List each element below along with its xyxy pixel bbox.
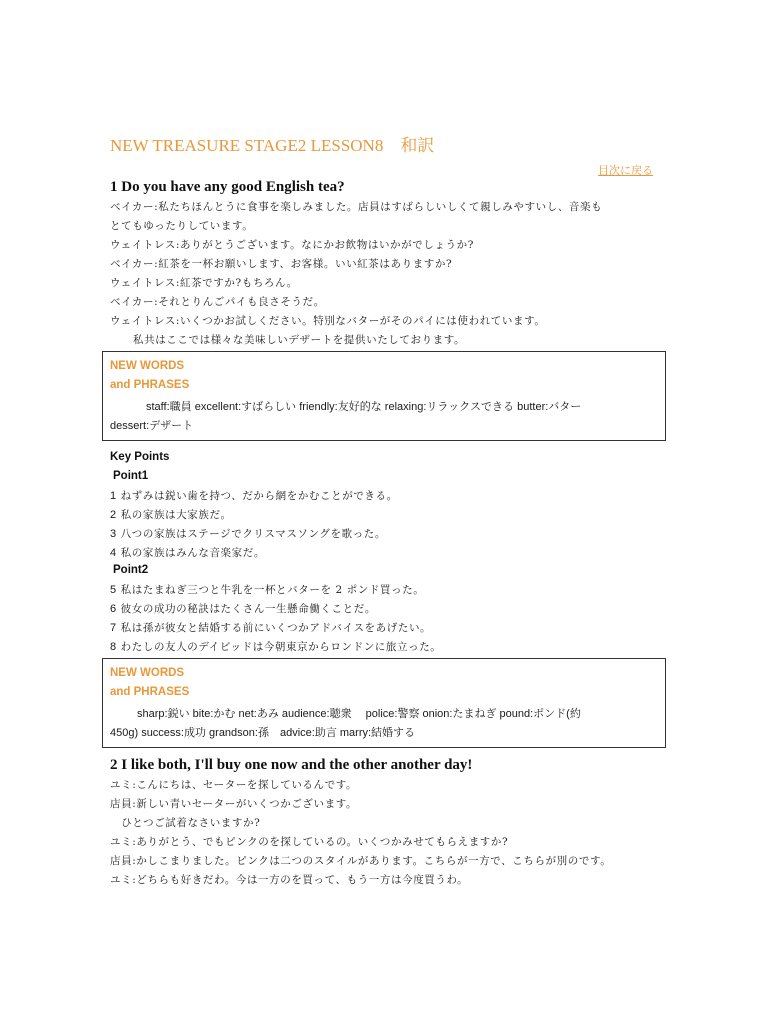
point-item: 4 私の家族はみんな音楽家だ。 [110, 547, 265, 559]
point-item: 1 ねずみは鋭い歯を持つ、だから網をかむことができる。 [110, 490, 398, 502]
point1-label: Point1 [113, 470, 149, 482]
dialogue-line: とてもゆったりしています。 [110, 220, 254, 232]
point-item: 7 私は孫が彼女と結婚する前にいくつかアドバイスをあげたい。 [110, 622, 432, 634]
dialogue-line: ベイカー:それとりんごパイも良さそうだ。 [110, 296, 325, 308]
dialogue-line: ウェイトレス:ありがとうございます。なにかお飲物はいかがでしょうか? [110, 239, 474, 251]
dialogue-line: 私共はここでは様々な美味しいデザートを提供いたしております。 [133, 334, 466, 346]
vocab-line: 450g) success:成功 grandson:孫 advice:助言 marry:結婚する [110, 727, 416, 739]
dialogue-line: ユミ:ありがとう、でもピンクのを探しているの。いくつかみせてもらえますか? [110, 836, 509, 848]
dialogue-line: 店員:新しい青いセーターがいくつかございます。 [110, 798, 358, 810]
key-points-heading: Key Points [110, 451, 170, 463]
vocab-line: sharp:鋭い bite:かむ net:あみ audience:聴衆 police:警察 onion:たまねぎ pound:ポンド(約 [137, 708, 581, 720]
new-words-box-2 [102, 658, 666, 748]
new-words-label: NEW WORDS [110, 360, 185, 372]
phrases-label: and PHRASES [110, 379, 190, 391]
back-to-contents-link[interactable]: 目次に戻る [598, 164, 653, 177]
phrases-label: and PHRASES [110, 686, 190, 698]
section-2-heading: 2 I like both, I'll buy one now and the other another day! [110, 757, 473, 773]
dialogue-line: ウェイトレス:紅茶ですか?もちろん。 [110, 277, 298, 289]
point2-label: Point2 [113, 564, 149, 576]
dialogue-line: ユミ:どちらも好きだわ。今は一方のを買って、もう一方は今度買うわ。 [110, 874, 469, 886]
dialogue-line: 店員:かしこまりました。ピンクは二つのスタイルがあります。こちらが一方で、こちらが別のです。 [110, 855, 612, 867]
point-item: 8 わたしの友人のデイビッドは今朝東京からロンドンに旅立った。 [110, 641, 442, 653]
document-title: NEW TREASURE STAGE2 LESSON8 和訳 [110, 136, 435, 155]
dialogue-line: ベイカー:私たちほんとうに食事を楽しみました。店員はすばらしいしくて親しみやすいし、音楽も [110, 201, 603, 213]
dialogue-line: ベイカー:紅茶を一杯お願いします、お客様。いい紅茶はありますか? [110, 258, 453, 270]
point-item: 3 八つの家族はステージでクリスマスソングを歌った。 [110, 528, 387, 540]
point-item: 5 私はたまねぎ三つと牛乳を一杯とバターを 2 ポンド買った。 [110, 584, 425, 596]
section-1-heading: 1 Do you have any good English tea? [110, 179, 345, 195]
new-words-label: NEW WORDS [110, 667, 185, 679]
point-item: 6 彼女の成功の秘訣はたくさん一生懸命働くことだ。 [110, 603, 376, 615]
new-words-box-1 [102, 351, 666, 441]
dialogue-line: ユミ:こんにちは、セーターを探しているんです。 [110, 779, 358, 791]
vocab-line: staff:職員 excellent:すばらしい friendly:友好的な relaxing:リラックスできる butter:バター [146, 401, 582, 413]
point-item: 2 私の家族は大家族だ。 [110, 509, 232, 521]
vocab-line: dessert:デザート [110, 420, 194, 432]
dialogue-line: ひとつご試着なさいますか? [110, 817, 261, 829]
dialogue-line: ウェイトレス:いくつかお試しください。特別なバターがそのパイには使われています。 [110, 315, 546, 327]
